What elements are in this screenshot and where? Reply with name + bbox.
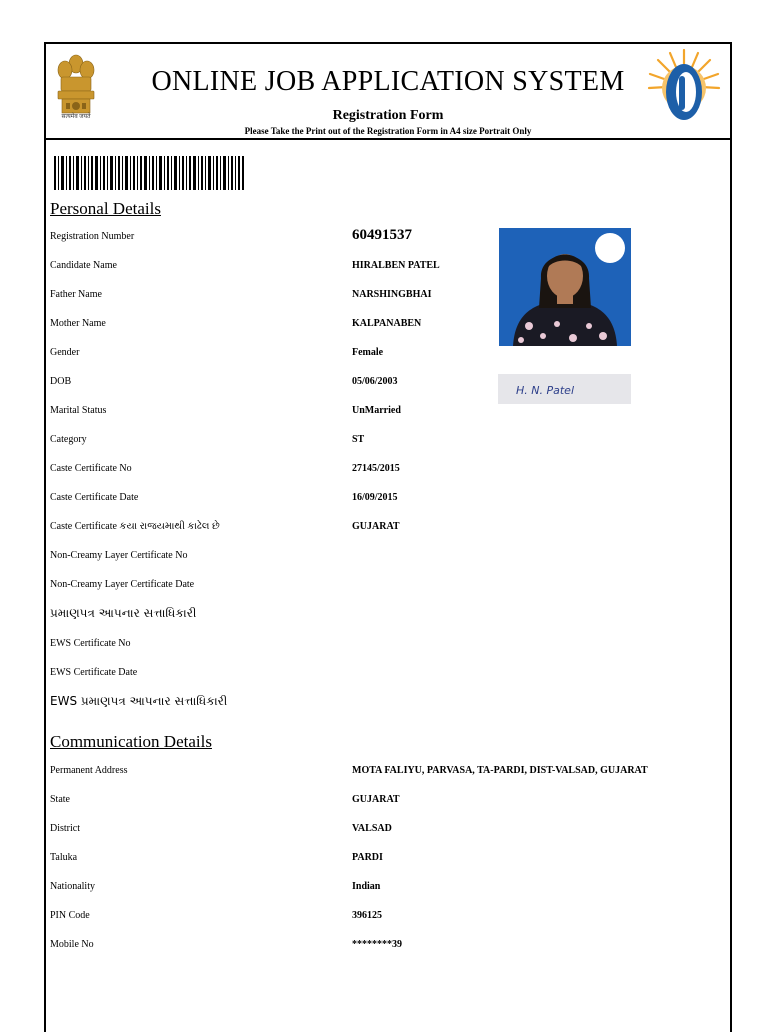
label-mobile-no: Mobile No: [50, 939, 94, 950]
value-mobile-no: ********39: [352, 939, 402, 950]
label-mother-name: Mother Name: [50, 318, 106, 329]
value-dob: 05/06/2003: [352, 376, 398, 387]
value-caste-certificate-no: 27145/2015: [352, 463, 400, 474]
value-registration-number: 60491537: [352, 227, 412, 243]
form-header: [46, 44, 730, 140]
value-district: VALSAD: [352, 823, 392, 834]
label-candidate-name: Candidate Name: [50, 260, 117, 271]
value-state: GUJARAT: [352, 794, 400, 805]
value-permanent-address: MOTA FALIYU, PARVASA, TA-PARDI, DIST-VALSAD, GUJARAT: [352, 765, 648, 776]
value-gender: Female: [352, 347, 384, 358]
label-taluka: Taluka: [50, 852, 78, 863]
barcode-icon: [54, 156, 244, 190]
emblem-caption: सत्यमेव जयते: [61, 114, 91, 120]
value-caste-certificate-date: 16/09/2015: [352, 492, 398, 503]
label-caste-certificate-date: Caste Certificate Date: [50, 492, 139, 503]
section-title-communication: Communication Details: [50, 732, 212, 751]
label-ews-certificate-no: EWS Certificate No: [50, 638, 131, 649]
signature-text: H. N. Patel: [516, 384, 574, 397]
label-ews-certificate-date: EWS Certificate Date: [50, 667, 138, 678]
value-caste-certificate-state: GUJARAT: [352, 521, 400, 532]
ojas-logo-icon: [646, 46, 722, 126]
value-mother-name: KALPANABEN: [352, 318, 422, 329]
label-ncl-certificate-no: Non-Creamy Layer Certificate No: [50, 550, 188, 561]
label-nationality: Nationality: [50, 881, 95, 892]
form-subtitle: Registration Form: [332, 108, 444, 123]
value-nationality: Indian: [352, 881, 381, 892]
signature-mark: [498, 374, 631, 404]
label-marital-status: Marital Status: [50, 405, 107, 416]
candidate-signature: [498, 374, 631, 404]
label-pin-code: PIN Code: [50, 910, 90, 921]
value-pin-code: 396125: [352, 910, 382, 921]
label-registration-number: Registration Number: [50, 231, 135, 242]
section-title-personal: Personal Details: [50, 199, 161, 218]
registration-form: [44, 42, 732, 1032]
label-permanent-address: Permanent Address: [50, 765, 128, 776]
page-title: ONLINE JOB APPLICATION SYSTEM: [151, 66, 625, 97]
label-gender: Gender: [50, 347, 80, 358]
label-ncl-certificate-date: Non-Creamy Layer Certificate Date: [50, 579, 195, 590]
print-instruction: Please Take the Print out of the Registration Form in A4 size Portrait Only: [244, 126, 532, 136]
label-category: Category: [50, 434, 87, 445]
value-category: ST: [352, 434, 365, 445]
label-state: State: [50, 794, 70, 805]
value-father-name: NARSHINGBHAI: [352, 289, 432, 300]
label-dob: DOB: [50, 376, 72, 387]
value-taluka: PARDI: [352, 852, 383, 863]
label-father-name: Father Name: [50, 289, 102, 300]
label-caste-certificate-state: Caste Certificate કયા રાજયમાથી કાઢેલ છે: [50, 521, 220, 532]
value-candidate-name: HIRALBEN PATEL: [352, 260, 440, 271]
candidate-photo: [499, 228, 631, 346]
label-caste-certificate-no: Caste Certificate No: [50, 463, 132, 474]
label-ews-issuing-authority: EWS પ્રમાણપત્ર આપનાર સત્તાધિકારી: [50, 694, 228, 708]
label-certificate-issuing-authority: પ્રમાણપત્ર આપનાર સત્તાધિકારી: [50, 606, 197, 620]
label-district: District: [50, 823, 80, 834]
value-marital-status: UnMarried: [352, 405, 401, 416]
